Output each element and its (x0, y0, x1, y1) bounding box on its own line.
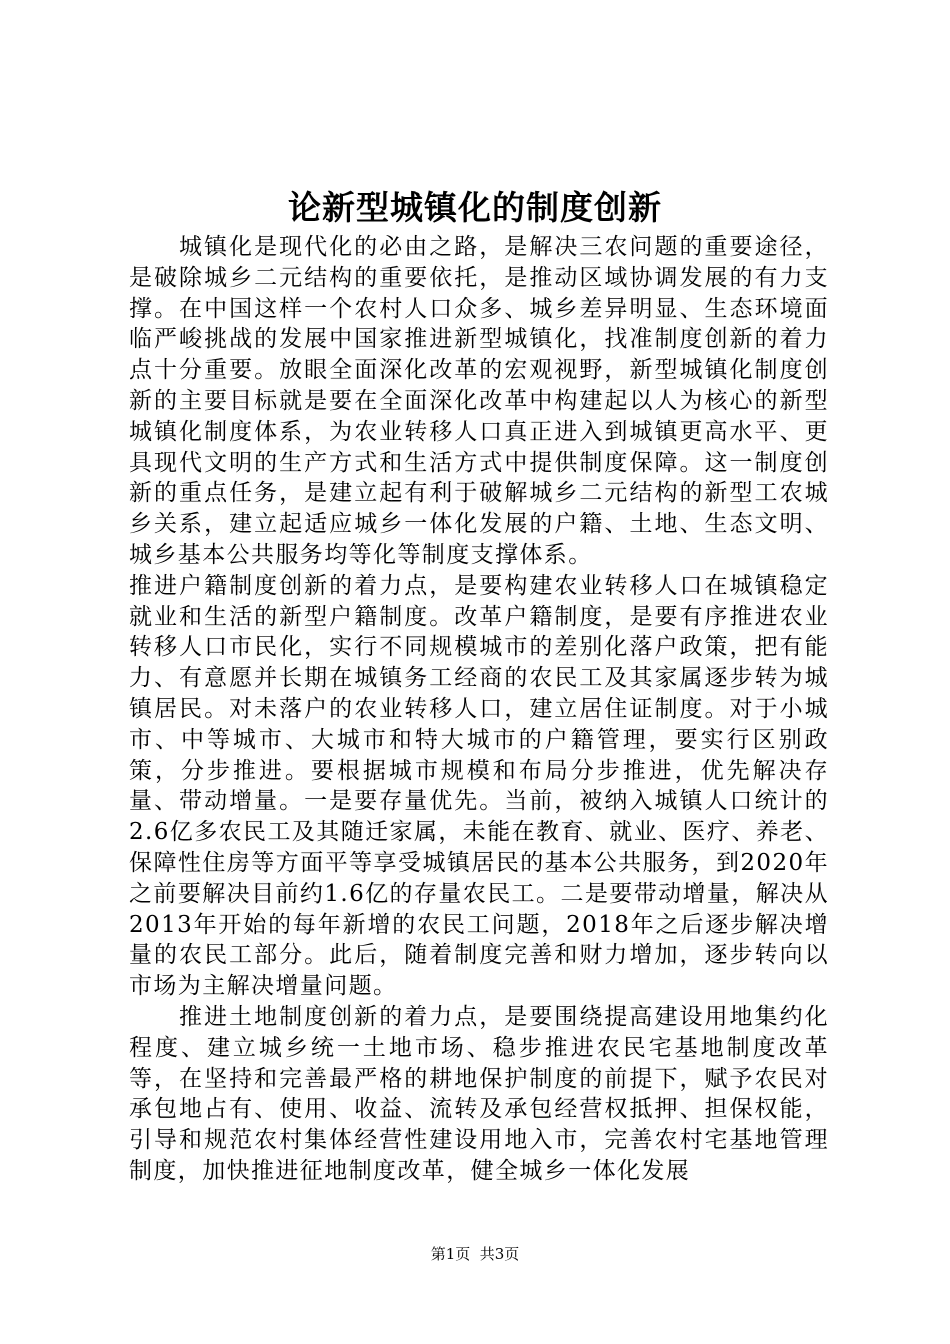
document-title: 论新型城镇化的制度创新 (288, 188, 662, 227)
document-body (129, 232, 829, 1187)
page-number: 第1页 共3页 (430, 1245, 520, 1263)
paragraph-household-registration: 推进户籍制度创新的着力点，是要构建农业转移人口在城镇稳定就业和生活的新型户籍制度。改革户籍制度，是要有序推进农业转移人口市民化，实行不同规模城市的差别化落户政策，把有能力、有意愿并长期在城镇务工经商的农民工及其家属逐步转为城镇居民。对未落户的农业转移人口，建立居住证制度。对于小城市、中等城市、大城市和特大城市的户籍管理，要实行区别政策，分步推进。要根据城市规模和布局分步推进，优先解决存量、带动增量。一是要存量优先。当前，被纳入城镇人口统计的2.6亿多农民工及其随迁家属，未能在教育、就业、医疗、养老、保障性住房等方面平等享受城镇居民的基本公共服务，到2020年之前要解决目前约1.6亿的存量农民工。二是要带动增量，解决从2013年开始的每年新增的农民工问题，2018年之后逐步解决增量的农民工部分。此后，随着制度完善和财力增加，逐步转向以市场为主解决增量问题。 (129, 572, 829, 1000)
paragraph-land-system: 推进土地制度创新的着力点，是要围绕提高建设用地集约化程度、建立城乡统一土地市场、稳步推进农民宅基地制度改革等，在坚持和完善最严格的耕地保护制度的前提下，赋予农民对承包地占有、使用、收益、流转及承包经营权抵押、担保权能，引导和规范农村集体经营性建设用地入市，完善农村宅基地管理制度，加快推进征地制度改革，健全城乡一体化发展 (129, 1003, 829, 1184)
paragraph-intro: 城镇化是现代化的必由之路，是解决三农问题的重要途径，是破除城乡二元结构的重要依托，是推动区域协调发展的有力支撑。在中国这样一个农村人口众多、城乡差异明显、生态环境面临严峻挑战的发展中国家推进新型城镇化，找准制度创新的着力点十分重要。放眼全面深化改革的宏观视野，新型城镇化制度创新的主要目标就是要在全面深化改革中构建起以人为核心的新型城镇化制度体系，为农业转移人口真正进入到城镇更高水平、更具现代文明的生产方式和生活方式中提供制度保障。这一制度创新的重点任务，是建立起有利于破解城乡二元结构的新型工农城乡关系，建立起适应城乡一体化发展的户籍、土地、生态文明、城乡基本公共服务均等化等制度支撑体系。 (129, 234, 829, 568)
page-footer (0, 1244, 950, 1264)
